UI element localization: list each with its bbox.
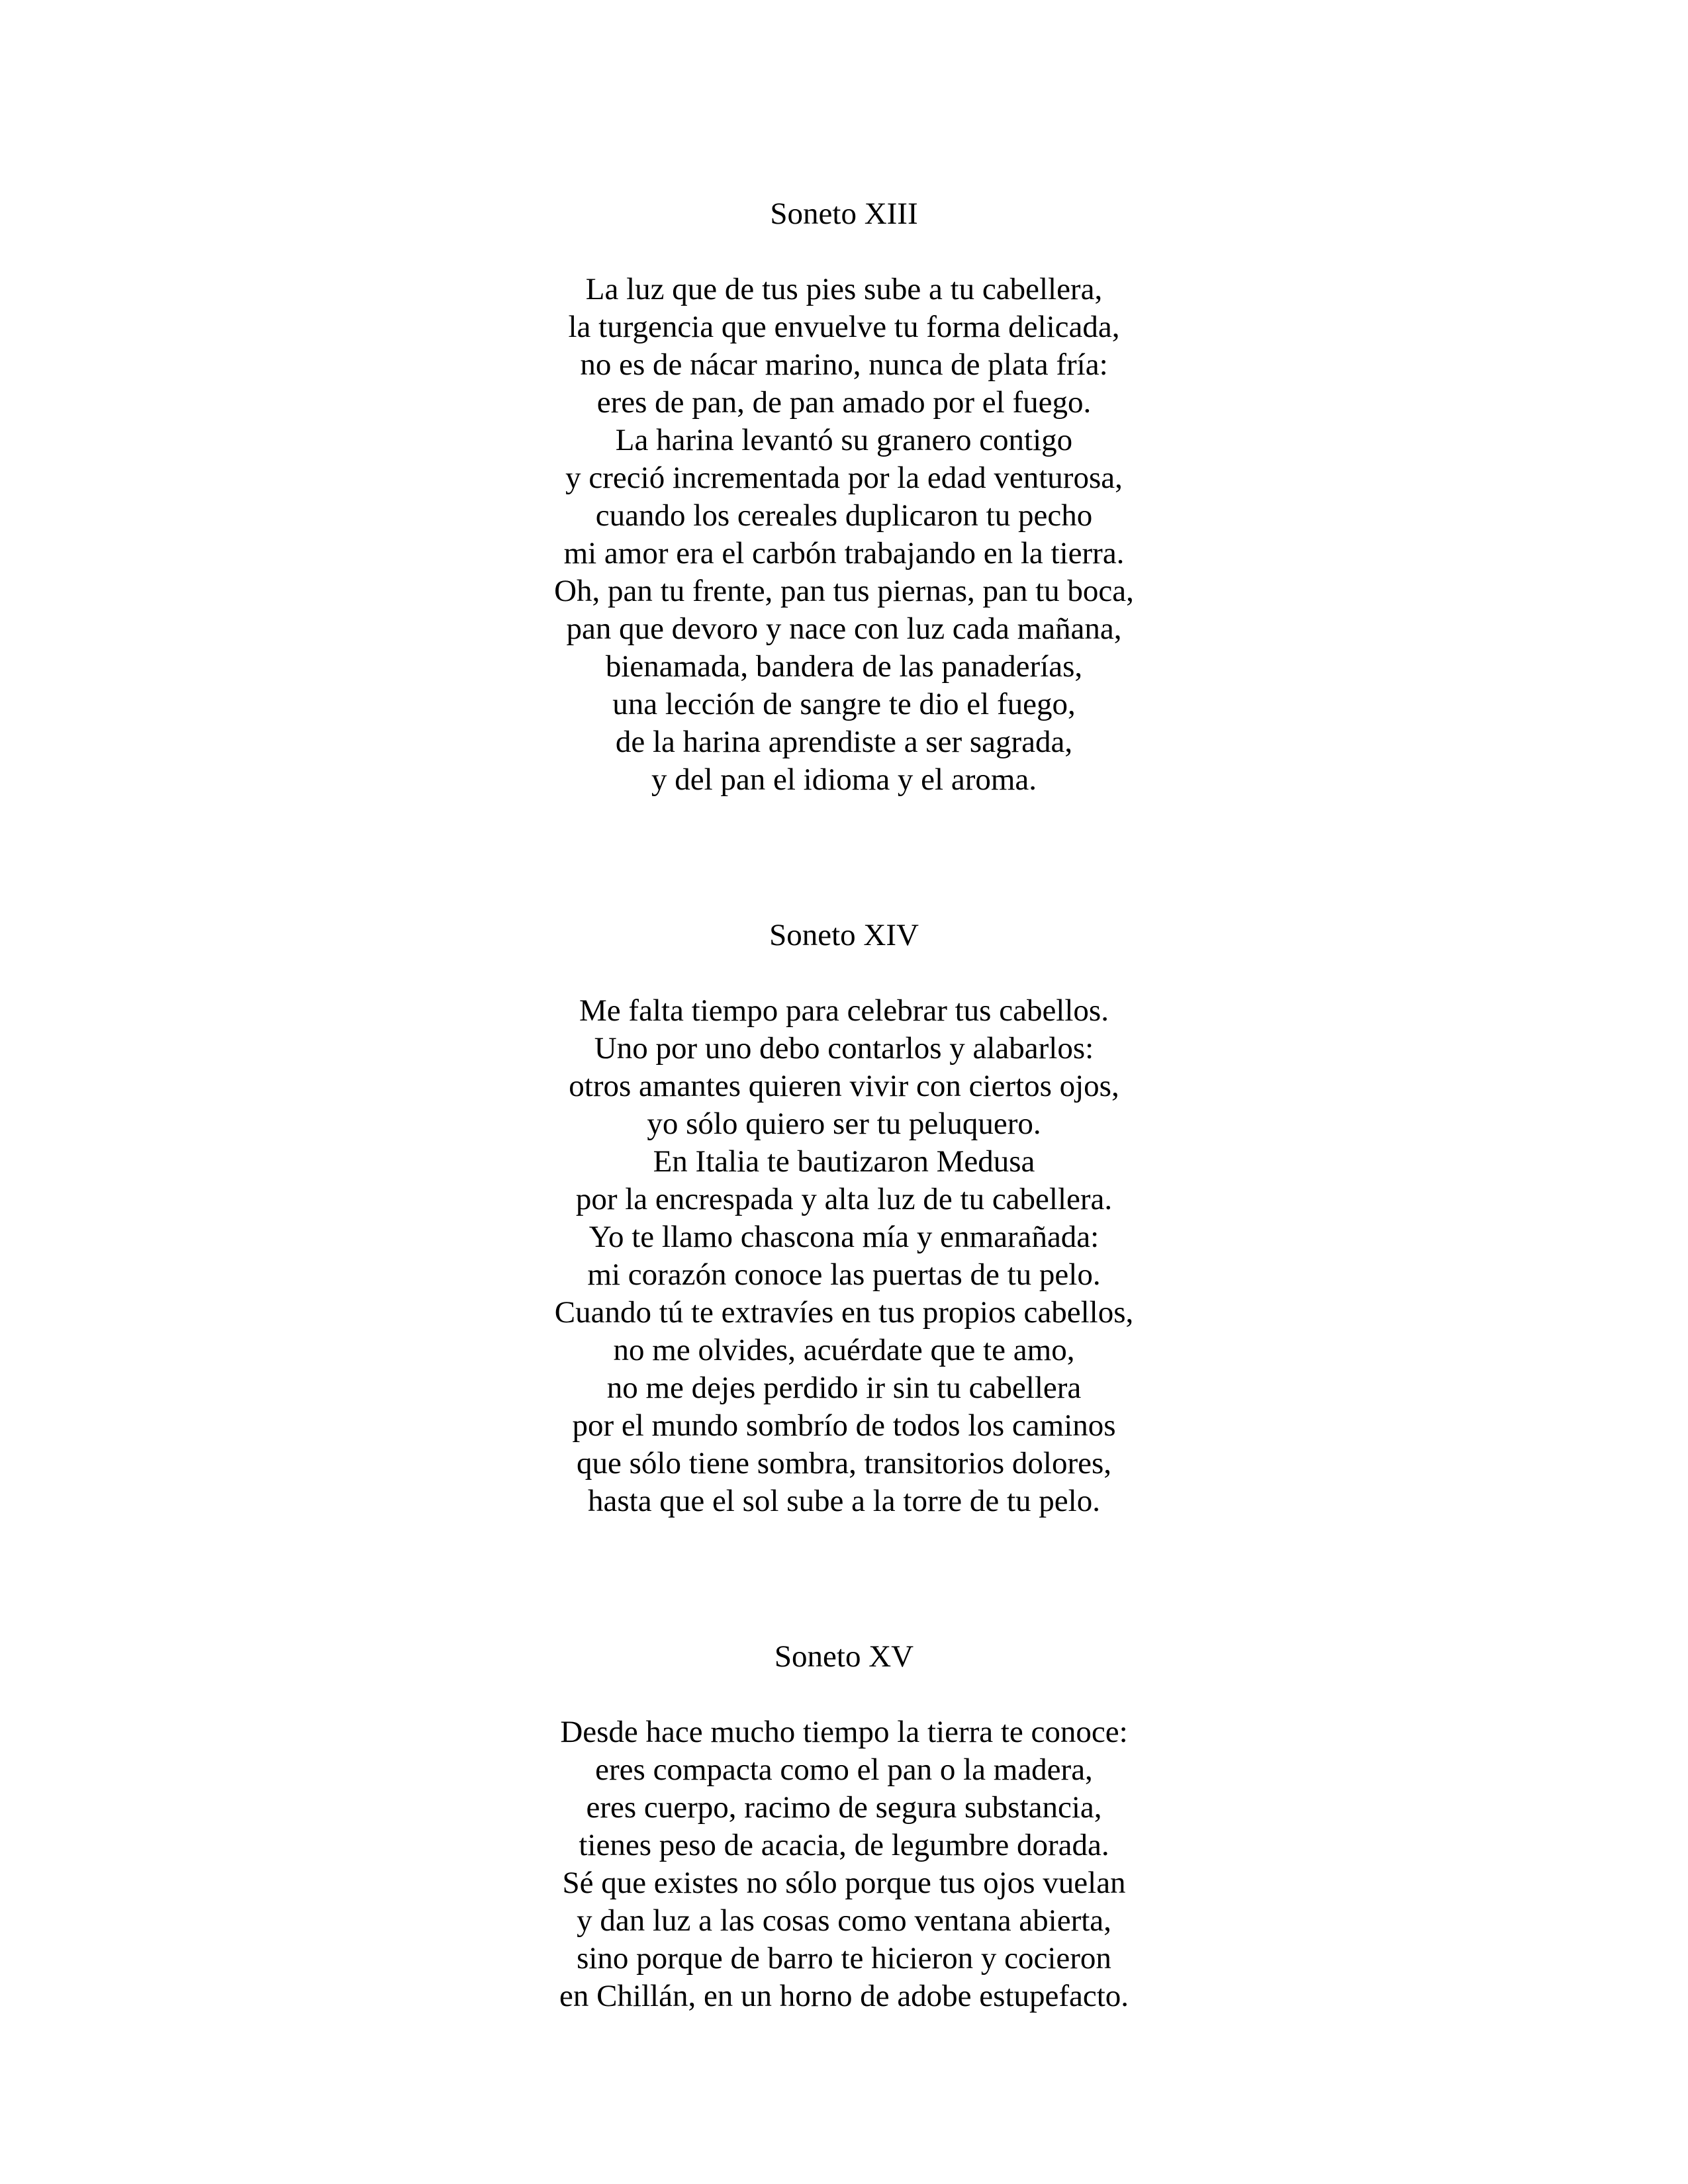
poem-line: Oh, pan tu frente, pan tus piernas, pan tu boca, [554, 574, 1134, 608]
poem-line: tienes peso de acacia, de legumbre dorada. [579, 1828, 1109, 1862]
poem-line: pan que devoro y nace con luz cada mañana, [566, 612, 1122, 646]
poem-line: eres de pan, de pan amado por el fuego. [596, 385, 1092, 420]
poem-line: otros amantes quieren vivir con ciertos ojos, [569, 1069, 1119, 1103]
poem-line: por el mundo sombrío de todos los caminos [572, 1408, 1116, 1443]
poem-line: La luz que de tus pies sube a tu cabellera, [585, 272, 1103, 306]
poem-line: no es de nácar marino, nunca de plata fría: [580, 347, 1108, 382]
poem-line: Me falta tiempo para celebrar tus cabellos. [579, 993, 1109, 1028]
poem-line: no me dejes perdido ir sin tu cabellera [606, 1371, 1082, 1405]
poem-title: Soneto XIV [769, 918, 919, 952]
poem-line: yo sólo quiero ser tu peluquero. [647, 1107, 1041, 1141]
poem-line: y del pan el idioma y el aroma. [651, 762, 1037, 797]
poem-title: Soneto XV [774, 1639, 914, 1674]
poem-line: la turgencia que envuelve tu forma delicada, [568, 310, 1120, 344]
poem-line: hasta que el sol sube a la torre de tu pelo. [588, 1484, 1100, 1518]
poem-line: sino porque de barro te hicieron y cocieron [577, 1941, 1111, 1976]
poem-line: Uno por uno debo contarlos y alabarlos: [594, 1031, 1094, 1066]
poem-line: una lección de sangre te dio el fuego, [612, 687, 1076, 721]
poem-line: mi amor era el carbón trabajando en la tierra. [563, 536, 1125, 570]
poem-line: por la encrespada y alta luz de tu cabellera. [575, 1182, 1113, 1216]
poem-soneto-xv [0, 1638, 1688, 2015]
poem-lines [0, 1713, 1688, 2015]
poem-line: Desde hace mucho tiempo la tierra te conoce: [560, 1715, 1128, 1749]
poem-line: Sé que existes no sólo porque tus ojos vuelan [562, 1866, 1126, 1900]
poem-line: En Italia te bautizaron Medusa [653, 1144, 1035, 1179]
poem-lines [0, 992, 1688, 1520]
poem-lines [0, 271, 1688, 799]
poem-line: La harina levantó su granero contigo [615, 423, 1073, 457]
poem-line: eres cuerpo, racimo de segura substancia, [586, 1790, 1102, 1825]
poem-line: cuando los cereales duplicaron tu pecho [595, 498, 1093, 533]
poem-line: no me olvides, acuérdate que te amo, [613, 1333, 1075, 1367]
poem-line: eres compacta como el pan o la madera, [595, 1752, 1093, 1787]
poem-line: Yo te llamo chascona mía y enmarañada: [588, 1220, 1100, 1254]
poem-line: Cuando tú te extravíes en tus propios cabellos, [554, 1295, 1134, 1330]
poem-title: Soneto XIII [770, 197, 918, 231]
poem-soneto-xiv [0, 917, 1688, 1520]
poem-line: y dan luz a las cosas como ventana abierta, [577, 1903, 1111, 1938]
poem-soneto-xiii [0, 195, 1688, 799]
poem-line: y creció incrementada por la edad venturosa, [565, 461, 1123, 495]
poem-line: en Chillán, en un horno de adobe estupefacto. [559, 1979, 1129, 2013]
poem-line: bienamada, bandera de las panaderías, [605, 649, 1083, 684]
poem-line: de la harina aprendiste a ser sagrada, [615, 725, 1073, 759]
poem-line: que sólo tiene sombra, transitorios dolores, [577, 1446, 1111, 1480]
poem-line: mi corazón conoce las puertas de tu pelo. [587, 1257, 1101, 1292]
